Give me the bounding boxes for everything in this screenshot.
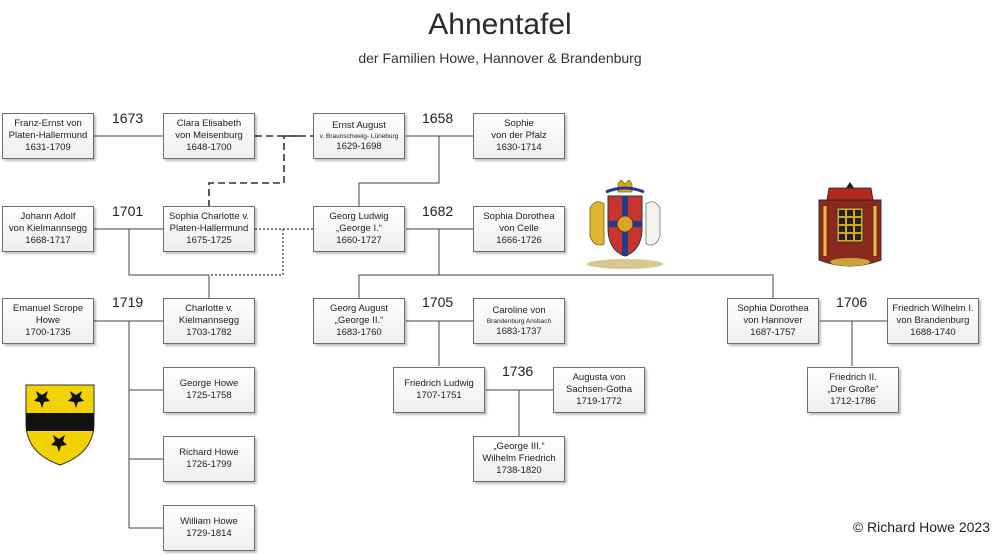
person-name-line2: von Hannover (743, 315, 803, 326)
person-name-line2: von Celle (499, 223, 539, 234)
person-georg-august (313, 298, 405, 344)
page-title: Ahnentafel (428, 8, 572, 41)
person-johann-adolf (2, 206, 94, 252)
marriage-year: 1705 (422, 294, 454, 310)
person-name-line2: „George II.“ (334, 315, 384, 326)
person-sophia-dorothea-hannover (727, 298, 819, 344)
marriage-year: 1673 (112, 110, 144, 126)
person-name-line2: von Brandenburg (896, 315, 970, 326)
person-friedrich-ludwig (393, 367, 485, 413)
person-name-line1: Augusta von (572, 372, 626, 383)
person-george-iii (473, 436, 565, 482)
person-name-line2: Sachsen-Gotha (565, 384, 632, 395)
copyright-notice: © Richard Howe 2023 (852, 519, 990, 535)
person-dates: 1666-1726 (496, 235, 542, 246)
person-name-line2: Kielmannsegg (178, 315, 240, 326)
person-dates: 1675-1725 (186, 235, 232, 246)
person-dates: 1668-1717 (25, 235, 71, 246)
brandenburg-arms-icon (815, 180, 885, 272)
person-name-line1: Johann Adolf (20, 211, 76, 222)
person-dates: 1688-1740 (910, 327, 956, 338)
person-dates: 1707-1751 (416, 390, 462, 401)
person-dates: 1687-1757 (750, 327, 796, 338)
person-dates: 1629-1698 (336, 140, 382, 152)
person-name-line2: v. Braunschweig- Lüneburg (319, 132, 399, 140)
person-ernst-august (313, 113, 405, 159)
person-name-line1: George Howe (179, 378, 239, 389)
person-name-line1: „George III.“ (493, 441, 545, 452)
person-dates: 1660-1727 (336, 235, 382, 246)
person-dates: 1712-1786 (830, 396, 876, 407)
person-name-line1: Friedrich II. (829, 372, 877, 383)
person-georg-ludwig (313, 206, 405, 252)
person-name-line2: von der Pfalz (491, 130, 547, 141)
person-dates: 1703-1782 (186, 327, 232, 338)
person-george-howe (163, 367, 255, 413)
person-dates: 1683-1760 (336, 327, 382, 338)
person-name-line1: Friedrich Wilhelm I. (892, 303, 974, 314)
person-richard-howe (163, 436, 255, 482)
person-name-line2: „Der Große“ (827, 384, 879, 395)
person-name-line1: Emanuel Scrope (12, 303, 84, 314)
hannover-royal-arms-icon (580, 178, 670, 270)
person-friedrich-ii (807, 367, 899, 413)
marriage-year: 1736 (502, 363, 534, 379)
person-dates: 1683-1737 (496, 325, 542, 337)
person-charlotte-kielmannsegg (163, 298, 255, 344)
person-dates: 1631-1709 (25, 142, 71, 153)
person-name-line2: Howe (35, 315, 61, 326)
person-friedrich-wilhelm (887, 298, 979, 344)
marriage-year: 1701 (112, 203, 144, 219)
person-dates: 1648-1700 (186, 142, 232, 153)
person-dates: 1630-1714 (496, 142, 542, 153)
person-franz-ernst (2, 113, 94, 159)
person-name-line1: Caroline von (492, 304, 546, 316)
person-name-line2: von Meisenburg (175, 130, 243, 141)
marriage-year: 1658 (422, 110, 454, 126)
person-name-line1: Sophie (504, 118, 534, 129)
person-name-line1: Ernst August (332, 119, 386, 131)
person-name-line2: Platen-Hallermund (8, 130, 88, 141)
person-name-line2: Platen-Hallermund (169, 223, 249, 234)
page-subtitle: der Familien Howe, Hannover & Brandenburg (358, 50, 642, 66)
person-name-line1: Sophia Dorothea (483, 211, 555, 222)
person-name-line1: Georg August (329, 303, 389, 314)
marriage-year: 1682 (422, 203, 454, 219)
person-name-line1: Friedrich Ludwig (404, 378, 474, 389)
person-dates: 1719-1772 (576, 396, 622, 407)
person-emanuel-scrope-howe (2, 298, 94, 344)
person-dates: 1726-1799 (186, 459, 232, 470)
person-name-line2: von Kielmannsegg (8, 223, 88, 234)
person-sophie (473, 113, 565, 159)
marriage-year: 1706 (836, 294, 868, 310)
person-augusta (553, 367, 645, 413)
person-name-line2: Brandenburg Ansbach (486, 317, 552, 325)
person-name-line1: William Howe (180, 516, 238, 527)
person-name-line1: Sophia Charlotte v. (168, 211, 250, 222)
person-name-line1: Charlotte v. (185, 303, 233, 314)
person-name-line2: „George I.“ (336, 223, 382, 234)
person-name-line1: Clara Elisabeth (176, 118, 242, 129)
person-dates: 1729-1814 (186, 528, 232, 539)
person-name-line1: Richard Howe (179, 447, 239, 458)
person-name-line1: Georg Ludwig (329, 211, 389, 222)
person-clara-elisabeth (163, 113, 255, 159)
howe-coat-of-arms-icon (24, 383, 96, 467)
marriage-year: 1719 (112, 294, 144, 310)
person-dates: 1738-1820 (496, 465, 542, 476)
person-dates: 1725-1758 (186, 390, 232, 401)
person-name-line2: Wilhelm Friedrich (482, 453, 556, 464)
person-dates: 1700-1735 (25, 327, 71, 338)
person-sophia-charlotte (163, 206, 255, 252)
person-name-line1: Sophia Dorothea (737, 303, 809, 314)
person-name-line1: Franz-Ernst von (14, 118, 82, 129)
person-sophia-dorothea-celle (473, 206, 565, 252)
person-caroline (473, 298, 565, 344)
person-william-howe (163, 505, 255, 551)
